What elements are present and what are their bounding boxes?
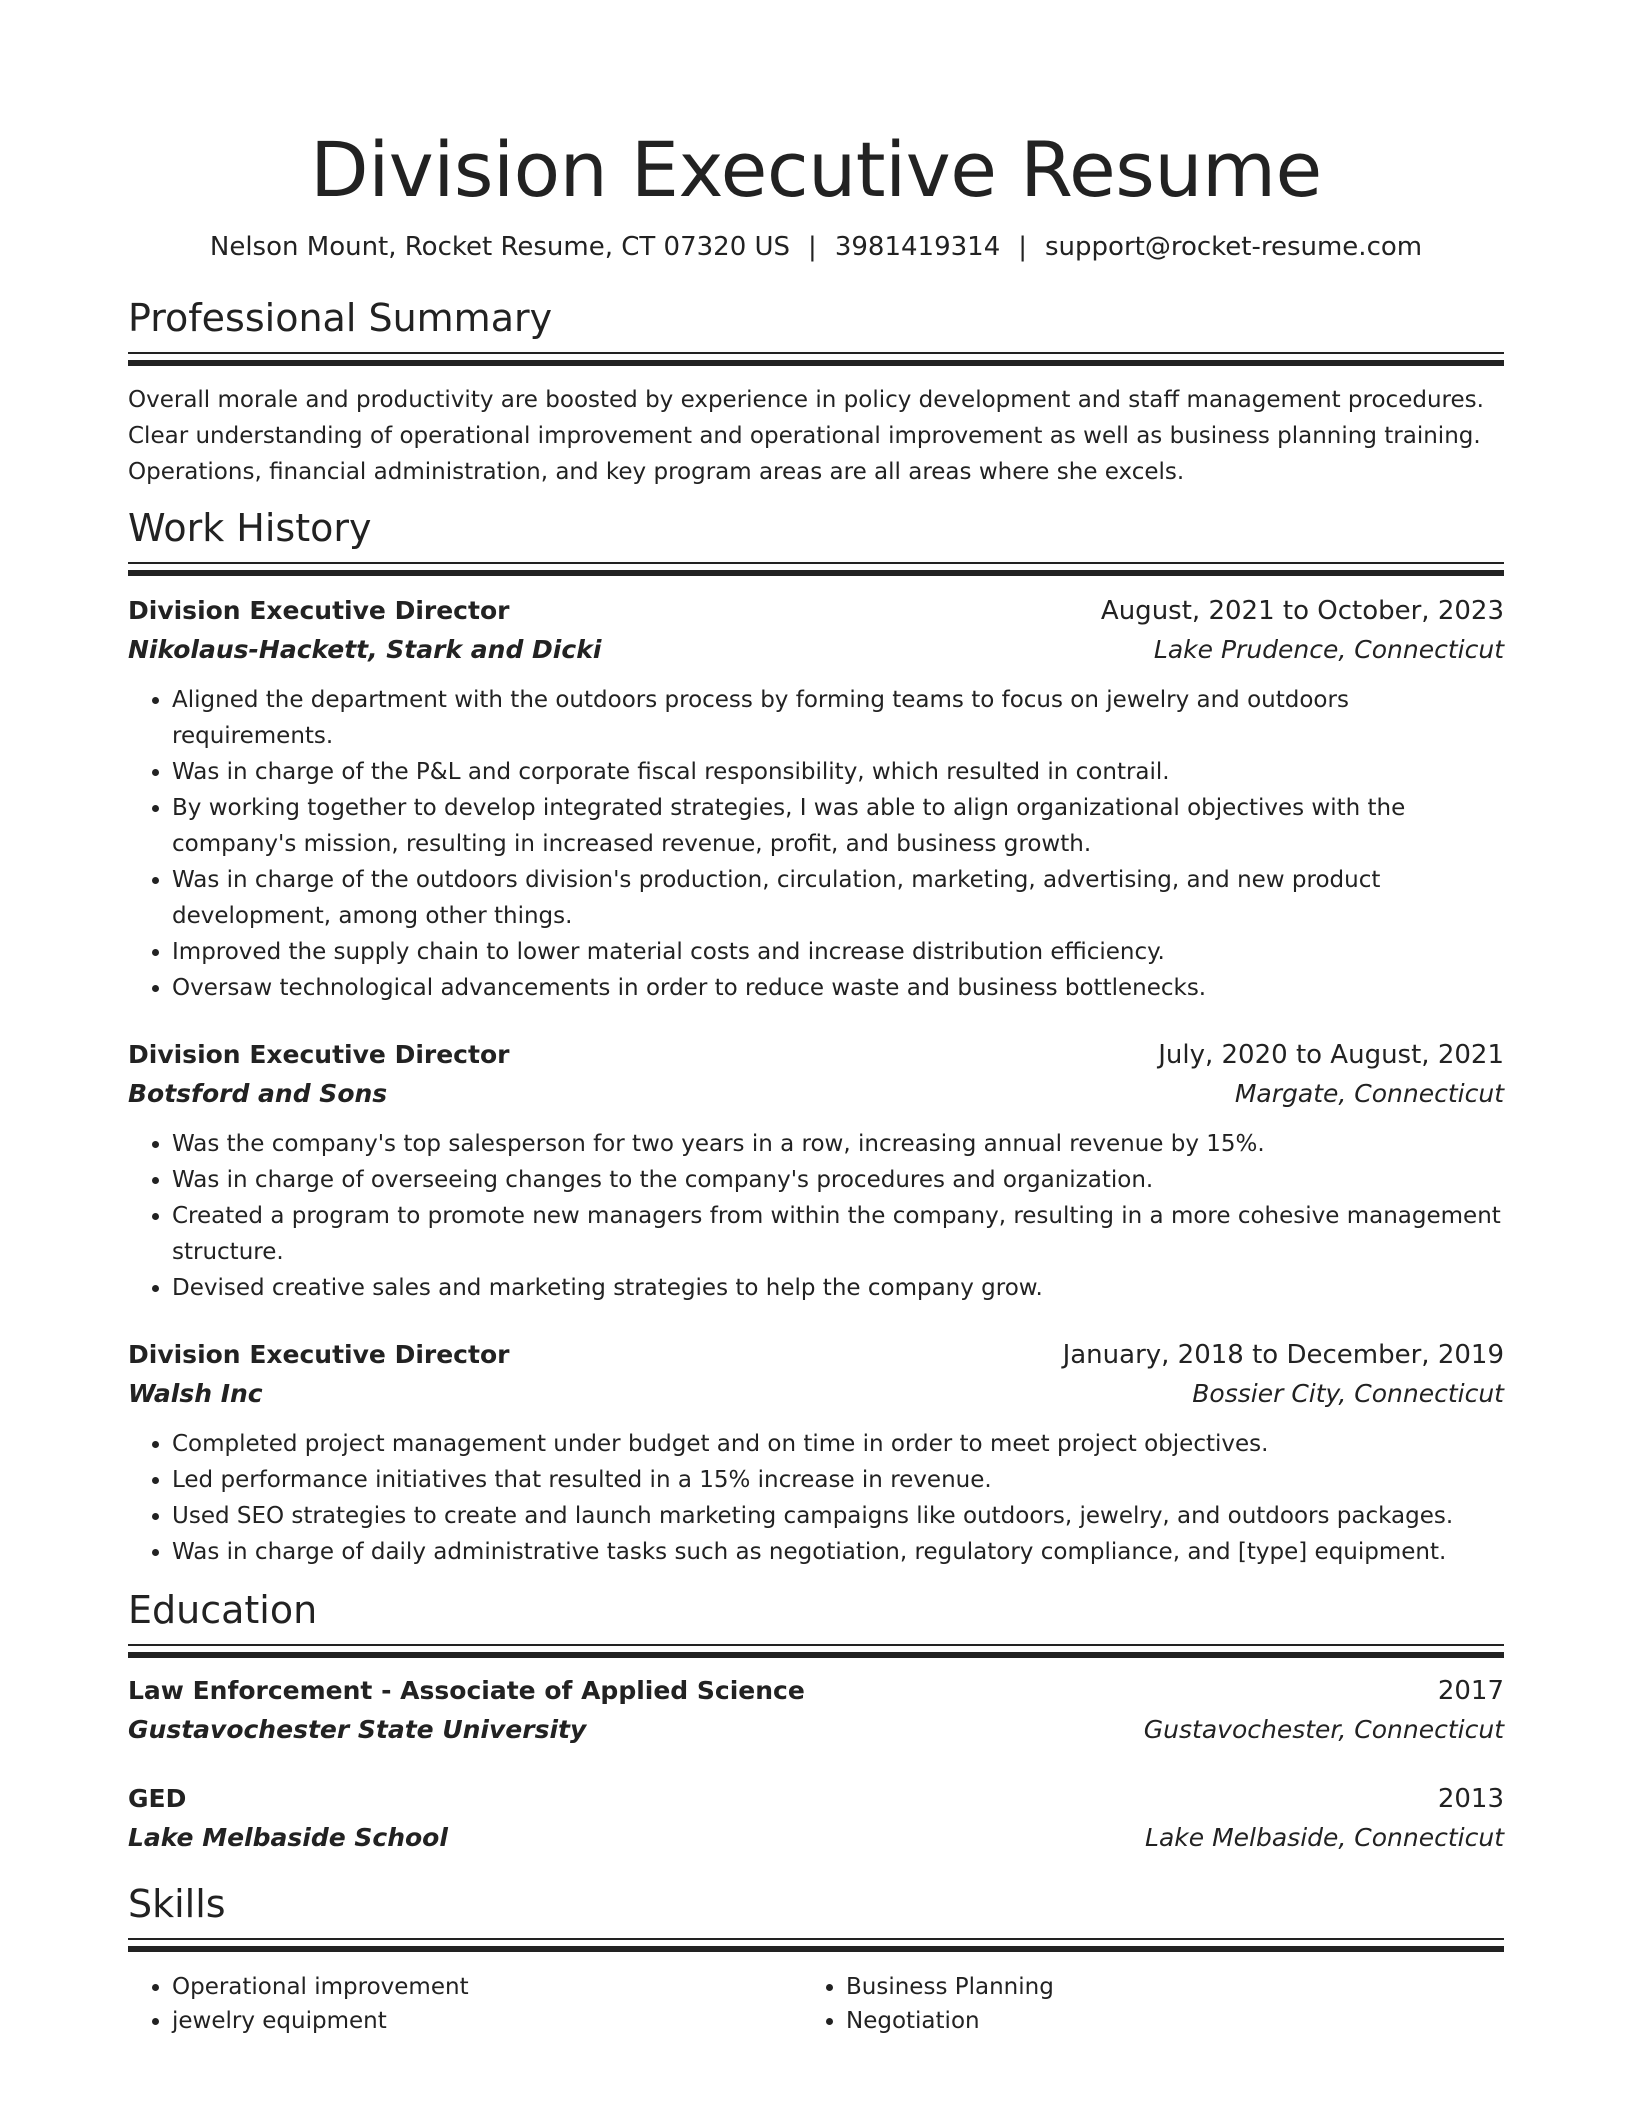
section-divider: [128, 352, 1504, 366]
contact-separator: |: [1018, 232, 1027, 262]
job-company: Botsford and Sons: [128, 1079, 388, 1108]
work-history-section: [128, 504, 1504, 1570]
section-divider: [128, 1644, 1504, 1658]
skills-column-left: [128, 1970, 802, 2038]
skill-item: • Business Planning: [846, 1970, 1476, 2004]
job-bullet: • Led performance initiatives that resulted in a 15% increase in revenue.: [172, 1462, 1504, 1498]
job-title: Division Executive Director: [128, 1040, 510, 1069]
education-section: [128, 1586, 1504, 1858]
skill-item: • Operational improvement: [172, 1970, 802, 2004]
job-title: Division Executive Director: [128, 1340, 510, 1369]
contact-phone: 3981419314: [834, 232, 1001, 262]
skills-columns: [128, 1970, 1504, 2038]
education-degree: GED: [128, 1784, 187, 1813]
job-bullet: • Was in charge of the P&L and corporate fiscal responsibility, which resulted in contrail.: [172, 754, 1504, 790]
job-entry: [128, 1336, 1504, 1570]
education-location: Gustavochester, Connecticut: [1143, 1715, 1504, 1744]
job-location: Margate, Connecticut: [1234, 1079, 1504, 1108]
section-heading-summary: Professional Summary: [128, 296, 553, 340]
section-divider: [128, 1938, 1504, 1952]
job-bullet: • Oversaw technological advancements in order to reduce waste and business bottlenecks.: [172, 970, 1504, 1006]
job-entry: [128, 592, 1504, 1006]
job-bullet: • Improved the supply chain to lower material costs and increase distribution efficiency.: [172, 934, 1504, 970]
job-dates: January, 2018 to December, 2019: [1062, 1340, 1504, 1370]
education-entry: [128, 1672, 1504, 1750]
job-entry: [128, 1036, 1504, 1306]
job-bullet: • Aligned the department with the outdoors process by forming teams to focus on jewelry and outdoors requirements.: [172, 682, 1504, 754]
job-bullet: • By working together to develop integrated strategies, I was able to align organizational objectives with the company's mission, resulting in increased revenue, profit, and business growth.: [172, 790, 1504, 862]
skill-item: • jewelry equipment: [172, 2004, 802, 2038]
job-company: Walsh Inc: [128, 1379, 263, 1408]
education-year: 2017: [1437, 1676, 1504, 1706]
contact-address: Nelson Mount, Rocket Resume, CT 07320 US: [209, 232, 791, 262]
job-bullet: • Devised creative sales and marketing strategies to help the company grow.: [172, 1270, 1504, 1306]
education-year: 2013: [1437, 1784, 1504, 1814]
skills-column-right: [802, 1970, 1476, 2038]
education-degree: Law Enforcement - Associate of Applied Science: [128, 1676, 805, 1705]
job-bullet: • Completed project management under budget and on time in order to meet project objectives.: [172, 1426, 1504, 1462]
job-location: Lake Prudence, Connecticut: [1153, 635, 1504, 664]
section-heading-work-history: Work History: [128, 506, 372, 550]
section-heading-skills: Skills: [128, 1882, 226, 1926]
job-bullet: • Was in charge of daily administrative tasks such as negotiation, regulatory compliance, and [type] equipment.: [172, 1534, 1504, 1570]
job-dates: July, 2020 to August, 2021: [1158, 1040, 1504, 1070]
job-bullet: • Created a program to promote new managers from within the company, resulting in a more cohesive management structure.: [172, 1198, 1504, 1270]
job-bullet: • Used SEO strategies to create and launch marketing campaigns like outdoors, jewelry, and outdoors packages.: [172, 1498, 1504, 1534]
education-school: Gustavochester State University: [128, 1715, 587, 1744]
education-entry: [128, 1780, 1504, 1858]
job-bullets: [128, 1126, 1504, 1306]
job-title: Division Executive Director: [128, 596, 510, 625]
contact-line: [128, 230, 1504, 264]
summary-text: Overall morale and productivity are boosted by experience in policy development and staff management procedures. Clear understanding of operational improvement and operational improvement as well as business planning training. Operations, financial administration, and key program areas are all areas where she excels.: [128, 387, 1484, 485]
education-location: Lake Melbaside, Connecticut: [1145, 1823, 1504, 1852]
summary-section: [128, 294, 1504, 490]
education-school: Lake Melbaside School: [128, 1823, 448, 1852]
resume-title: Division Executive Resume: [310, 125, 1322, 214]
section-divider: [128, 562, 1504, 576]
contact-separator: |: [808, 232, 817, 262]
job-dates: August, 2021 to October, 2023: [1100, 596, 1504, 626]
job-location: Bossier City, Connecticut: [1192, 1379, 1504, 1408]
job-bullets: [128, 682, 1504, 1006]
section-heading-education: Education: [128, 1588, 318, 1632]
skills-section: [128, 1880, 1504, 2038]
job-company: Nikolaus-Hackett, Stark and Dicki: [128, 635, 602, 664]
job-bullets: [128, 1426, 1504, 1570]
job-bullet: • Was the company's top salesperson for two years in a row, increasing annual revenue by 15%.: [172, 1126, 1504, 1162]
job-bullet: • Was in charge of the outdoors division's production, circulation, marketing, advertising, and new product development, among other things.: [172, 862, 1504, 934]
resume-page: [128, 0, 1504, 2038]
skill-item: • Negotiation: [846, 2004, 1476, 2038]
contact-email: support@rocket-resume.com: [1045, 232, 1423, 262]
job-bullet: • Was in charge of overseeing changes to the company's procedures and organization.: [172, 1162, 1504, 1198]
